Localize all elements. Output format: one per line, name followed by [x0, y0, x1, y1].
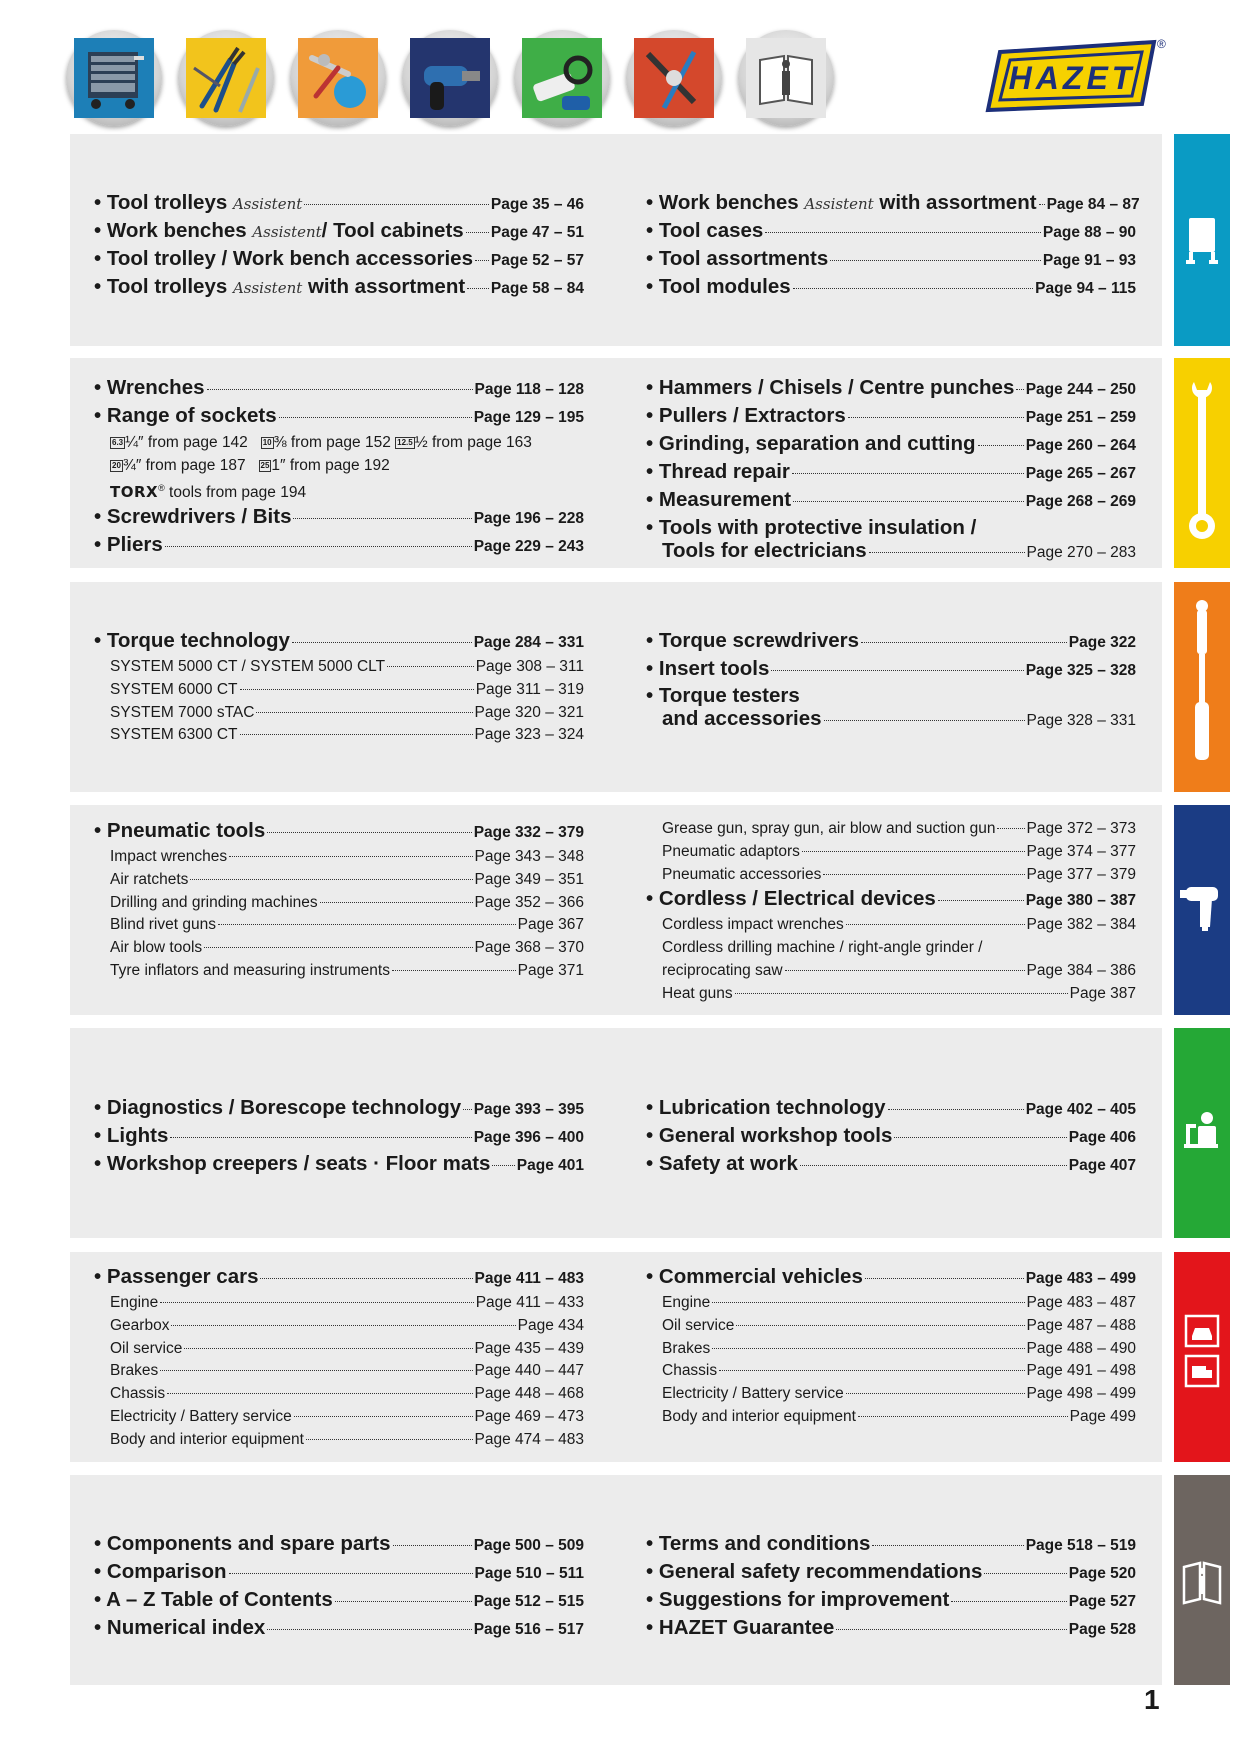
toc-subentry[interactable]: Gearbox Page 434: [110, 1316, 584, 1334]
section-5-right: [646, 1095, 1136, 1179]
toc-subentry[interactable]: Oil service Page 435 – 439: [110, 1339, 584, 1357]
dot-leader: [306, 1439, 473, 1440]
toc-subentry[interactable]: Grease gun, spray gun, air blow and suction gun Page 372 – 373: [662, 820, 1136, 837]
dot-leader: [869, 552, 1025, 553]
toc-entry[interactable]: • Screwdrivers / Bits Page 196 – 228: [94, 505, 584, 529]
assistent-brand: Assistent: [232, 195, 303, 213]
toc-subentry[interactable]: Pneumatic adaptors Page 374 – 377: [662, 842, 1136, 860]
dot-leader: [1016, 389, 1023, 390]
dot-leader: [256, 712, 472, 713]
assistent-brand: Assistent: [232, 279, 303, 297]
toc-entry[interactable]: • Tool trolleys Assistent with assortment Page 58 – 84: [94, 275, 584, 298]
assistent-brand: Assistent: [252, 223, 322, 241]
toc-subentry[interactable]: Oil service Page 487 – 488: [662, 1316, 1136, 1334]
toc-entry[interactable]: • Diagnostics / Borescope technology Page 393 – 395: [94, 1096, 584, 1119]
tab-vehicles[interactable]: [1174, 1252, 1230, 1462]
drive-size-badge: 25: [260, 461, 270, 470]
toc-entry[interactable]: • Range of sockets Page 129 – 195: [94, 404, 584, 427]
tab-trolleys[interactable]: [1174, 134, 1230, 346]
toc-entry[interactable]: • Numerical index Page 516 – 517: [94, 1616, 584, 1639]
dot-leader: [207, 389, 473, 390]
toc-subentry[interactable]: Air blow tools Page 368 – 370: [110, 939, 584, 957]
section-3-left: [94, 628, 584, 747]
toc-entry[interactable]: • Work benches Assistent/ Tool cabinets Page 47 – 51: [94, 219, 584, 242]
toc-entry[interactable]: • Lubrication technology Page 402 – 405: [646, 1096, 1136, 1119]
dot-leader: [293, 518, 471, 519]
dot-leader: [466, 232, 489, 233]
section-4-left: [94, 818, 584, 983]
toc-entry[interactable]: • Measurement Page 268 – 269: [646, 488, 1136, 511]
dot-leader: [229, 1573, 473, 1574]
dot-leader: [320, 902, 473, 903]
dot-leader: [392, 970, 516, 971]
section-2-left: [94, 375, 584, 560]
toc-entry[interactable]: • Safety at work Page 407: [646, 1152, 1136, 1175]
toc-subentry[interactable]: Pneumatic accessories Page 377 – 379: [662, 865, 1136, 883]
dot-leader: [765, 232, 1041, 233]
toc-entry[interactable]: • Tool trolley / Work bench accessories Page 52 – 57: [94, 247, 584, 270]
brand-wordmark: HAZET: [1008, 60, 1136, 96]
tab-info[interactable]: [1174, 1475, 1230, 1685]
category-circle-torque[interactable]: [290, 30, 386, 126]
tab-wrenches[interactable]: [1174, 358, 1230, 568]
category-circle-workshop[interactable]: [514, 30, 610, 126]
dot-leader: [184, 1348, 472, 1349]
dot-leader: [292, 642, 472, 643]
toc-subentry[interactable]: reciprocating saw Page 384 – 386: [662, 961, 1136, 979]
dot-leader: [170, 1137, 471, 1138]
dot-leader: [165, 546, 472, 547]
toc-subentry[interactable]: Body and interior equipment Page 499: [662, 1407, 1136, 1425]
toc-subentry[interactable]: Air ratchets Page 349 – 351: [110, 870, 584, 888]
dot-leader: [160, 1302, 473, 1303]
drive-size-badge: 10: [262, 438, 272, 447]
hand-tools-icon: [298, 38, 378, 118]
dot-leader: [267, 832, 471, 833]
toc-entry[interactable]: • General safety recommendations Page 520: [646, 1560, 1136, 1583]
page-number: 1: [1144, 1684, 1160, 1715]
dot-leader: [240, 734, 473, 735]
dot-leader: [294, 1416, 473, 1417]
toc-subentry[interactable]: Impact wrenches Page 343 – 348: [110, 848, 584, 865]
torx-line: TORX® tools from page 194: [110, 483, 307, 502]
dot-leader: [387, 666, 474, 667]
toc-entry[interactable]: • Thread repair Page 265 – 267: [646, 460, 1136, 483]
toc-entry[interactable]: • Torque technology Page 284 – 331: [94, 629, 584, 652]
dot-leader: [1039, 204, 1045, 205]
dot-leader: [229, 856, 472, 857]
section-7-left: [94, 1531, 584, 1643]
toc-subentry[interactable]: Brakes Page 488 – 490: [662, 1339, 1136, 1357]
tool-trolley-icon: [74, 38, 154, 118]
info-book-icon: [746, 38, 826, 118]
toc-subentry-text: Cordless drilling machine / right-angle grinder /: [662, 939, 983, 957]
mechanic-icon: [1174, 1028, 1230, 1238]
dot-leader: [823, 874, 1024, 875]
toc-subentry[interactable]: Heat guns Page 387: [662, 984, 1136, 1002]
toc-entry[interactable]: • Wrenches Page 118 – 128: [94, 376, 584, 399]
dot-leader: [846, 1393, 1025, 1394]
toc-entry[interactable]: • Terms and conditions Page 518 – 519: [646, 1532, 1136, 1555]
section-3-right: [646, 628, 1136, 732]
toc-subentry[interactable]: Body and interior equipment Page 474 – 483: [110, 1430, 584, 1448]
toc-entry[interactable]: • General workshop tools Page 406: [646, 1124, 1136, 1147]
toc-subentry[interactable]: SYSTEM 6300 CT Page 323 – 324: [110, 726, 584, 744]
diagnostics-icon: [522, 38, 602, 118]
pliers-icon: [186, 38, 266, 118]
dot-leader: [800, 1165, 1067, 1166]
toc-entry[interactable]: • HAZET Guarantee Page 528: [646, 1616, 1136, 1639]
drive-size-badge: 6.3: [112, 438, 124, 447]
section-1-left: [94, 190, 584, 302]
dot-leader: [824, 720, 1025, 721]
dot-leader: [830, 260, 1041, 261]
dot-leader: [719, 1370, 1024, 1371]
toc-subentry[interactable]: SYSTEM 6000 CT Page 311 – 319: [110, 680, 584, 698]
torx-logo: TORX: [110, 483, 159, 502]
impact-wrench-icon: [410, 38, 490, 118]
dot-leader: [846, 924, 1025, 925]
dot-leader: [171, 1325, 515, 1326]
dot-leader: [475, 260, 489, 261]
toc-entry[interactable]: • Commercial vehicles Page 483 – 499: [646, 1265, 1136, 1288]
drive-size-badge: 12.5: [397, 438, 413, 447]
toc-entry[interactable]: • Tool trolleys Assistent Page 35 – 46: [94, 191, 584, 214]
category-circle-pneumatic[interactable]: [402, 30, 498, 126]
registered-mark: ®: [1157, 37, 1166, 51]
brake-tools-icon: [634, 38, 714, 118]
pneumatic-gun-icon: [1174, 805, 1230, 1015]
toc-subentry[interactable]: Blind rivet guns Page 367: [110, 916, 584, 934]
section-6-right: [646, 1264, 1136, 1429]
assistent-brand: Assistent: [804, 195, 874, 213]
dot-leader: [771, 670, 1023, 671]
toc-subentry[interactable]: Drilling and grinding machines Page 352 – 366: [110, 893, 584, 911]
toc-entry-torque-testers[interactable]: • Torque testers and accessories Page 328 – 331: [646, 684, 1136, 730]
toc-entry[interactable]: • Passenger cars Page 411 – 483: [94, 1265, 584, 1288]
toc-entry[interactable]: • Components and spare parts Page 500 – 509: [94, 1532, 584, 1555]
tool-trolley-icon: [1174, 134, 1230, 346]
toc-entry[interactable]: • Hammers / Chisels / Centre punches Page 244 – 250: [646, 376, 1136, 399]
torque-wrench-icon: [1174, 582, 1230, 792]
toc-entry[interactable]: • Cordless / Electrical devices Page 380 – 387: [646, 887, 1136, 911]
dot-leader: [467, 288, 489, 289]
dot-leader: [393, 1545, 472, 1546]
dot-leader: [938, 900, 1024, 901]
dot-leader: [240, 689, 474, 690]
toc-entry[interactable]: • Suggestions for improvement Page 527: [646, 1588, 1136, 1611]
dot-leader: [260, 1278, 472, 1279]
hazet-logo: [984, 34, 1164, 119]
dot-leader: [167, 1393, 472, 1394]
toc-entry[interactable]: • Pullers / Extractors Page 251 – 259: [646, 404, 1136, 427]
dot-leader: [190, 879, 472, 880]
dot-leader: [492, 1165, 514, 1166]
toc-entry[interactable]: • Pliers Page 229 – 243: [94, 533, 584, 557]
dot-leader: [204, 947, 472, 948]
toc-entry[interactable]: • A – Z Table of Contents Page 512 – 515: [94, 1588, 584, 1611]
dot-leader: [888, 1109, 1024, 1110]
dot-leader: [802, 851, 1025, 852]
toc-subentry[interactable]: Electricity / Battery service Page 469 – 473: [110, 1407, 584, 1425]
toc-subentry[interactable]: Chassis Page 448 – 468: [110, 1385, 584, 1403]
toc-subentry[interactable]: Brakes Page 440 – 447: [110, 1362, 584, 1380]
dot-leader: [984, 1573, 1066, 1574]
dot-leader: [785, 970, 1025, 971]
dot-leader: [865, 1278, 1024, 1279]
socket-sizes-line-2: 20 ¾″ from page 187 25 1″ from page 192: [112, 457, 390, 474]
dot-leader: [463, 1109, 472, 1110]
category-circle-info[interactable]: [738, 30, 834, 126]
toc-entry[interactable]: • Work benches Assistent with assortment Page 84 – 87: [646, 191, 1140, 214]
toc-subentry[interactable]: SYSTEM 5000 CT / SYSTEM 5000 CLT Page 308 – 311: [110, 658, 584, 675]
toc-entry[interactable]: • Pneumatic tools Page 332 – 379: [94, 819, 584, 842]
toc-entry[interactable]: • Torque screwdrivers Page 322: [646, 629, 1136, 652]
dot-leader: [335, 1601, 472, 1602]
drive-size-badge: 20: [112, 461, 121, 470]
category-circle-vehicles[interactable]: [626, 30, 722, 126]
dot-leader: [736, 1325, 1024, 1326]
toc-subentry[interactable]: SYSTEM 7000 sTAC Page 320 – 321: [110, 703, 584, 721]
category-circle-wrenches[interactable]: [178, 30, 274, 126]
dot-leader: [848, 417, 1024, 418]
dot-leader: [218, 924, 516, 925]
dot-leader: [793, 501, 1024, 502]
socket-sizes-line-1: 6.3 ¼″ from page 142 10 ⅜ from page 152 12.5 ½ from page 163: [112, 434, 532, 451]
dot-leader: [304, 204, 489, 205]
dot-leader: [861, 642, 1067, 643]
wrench-icon: [1174, 358, 1230, 568]
toc-subentry[interactable]: Electricity / Battery service Page 498 – 499: [662, 1385, 1136, 1403]
dot-leader: [836, 1629, 1066, 1630]
dot-leader: [951, 1601, 1066, 1602]
toc-entry[interactable]: • Tool assortments Page 91 – 93: [646, 247, 1136, 270]
tab-torque[interactable]: [1174, 582, 1230, 792]
toc-entry[interactable]: • Tool modules Page 94 – 115: [646, 275, 1136, 298]
section-5-left: [94, 1095, 584, 1179]
toc-entry[interactable]: • Lights Page 396 – 400: [94, 1124, 584, 1147]
section-4-right: [646, 818, 1136, 1006]
toc-entry[interactable]: • Grinding, separation and cutting Page 260 – 264: [646, 432, 1136, 455]
dot-leader: [712, 1302, 1024, 1303]
toc-subentry[interactable]: Tyre inflators and measuring instruments Page 371: [110, 961, 584, 979]
section-7-right: [646, 1531, 1136, 1643]
dot-leader: [997, 828, 1024, 829]
dot-leader: [858, 1416, 1068, 1417]
toc-entry-electricians[interactable]: • Tools with protective insulation / Tools for electricians Page 270 – 283: [646, 516, 1136, 562]
dot-leader: [160, 1370, 472, 1371]
toc-subentry[interactable]: Cordless impact wrenches Page 382 – 384: [662, 916, 1136, 934]
toc-entry[interactable]: • Workshop creepers / seats · Floor mats Page 401: [94, 1152, 584, 1175]
toc-subentry[interactable]: Chassis Page 491 – 498: [662, 1362, 1136, 1380]
section-6-left: [94, 1264, 584, 1452]
toc-entry[interactable]: • Comparison Page 510 – 511: [94, 1560, 584, 1583]
dot-leader: [894, 1137, 1066, 1138]
vehicle-icons: [1174, 1252, 1230, 1462]
tab-workshop[interactable]: [1174, 1028, 1230, 1238]
section-2-right: [646, 375, 1136, 564]
dot-leader: [267, 1629, 471, 1630]
info-icon: [1174, 1475, 1230, 1685]
category-circle-trolleys[interactable]: [66, 30, 162, 126]
dot-leader: [978, 445, 1024, 446]
dot-leader: [712, 1348, 1024, 1349]
dot-leader: [792, 473, 1024, 474]
section-1-right: [646, 190, 1140, 302]
toc-subentry[interactable]: Engine Page 483 – 487: [662, 1294, 1136, 1311]
toc-entry[interactable]: • Tool cases Page 88 – 90: [646, 219, 1136, 242]
toc-subentry[interactable]: Engine Page 411 – 433: [110, 1294, 584, 1311]
dot-leader: [735, 993, 1068, 994]
dot-leader: [793, 288, 1034, 289]
dot-leader: [872, 1545, 1023, 1546]
toc-entry[interactable]: • Insert tools Page 325 – 328: [646, 657, 1136, 680]
tab-pneumatic[interactable]: [1174, 805, 1230, 1015]
dot-leader: [279, 417, 472, 418]
